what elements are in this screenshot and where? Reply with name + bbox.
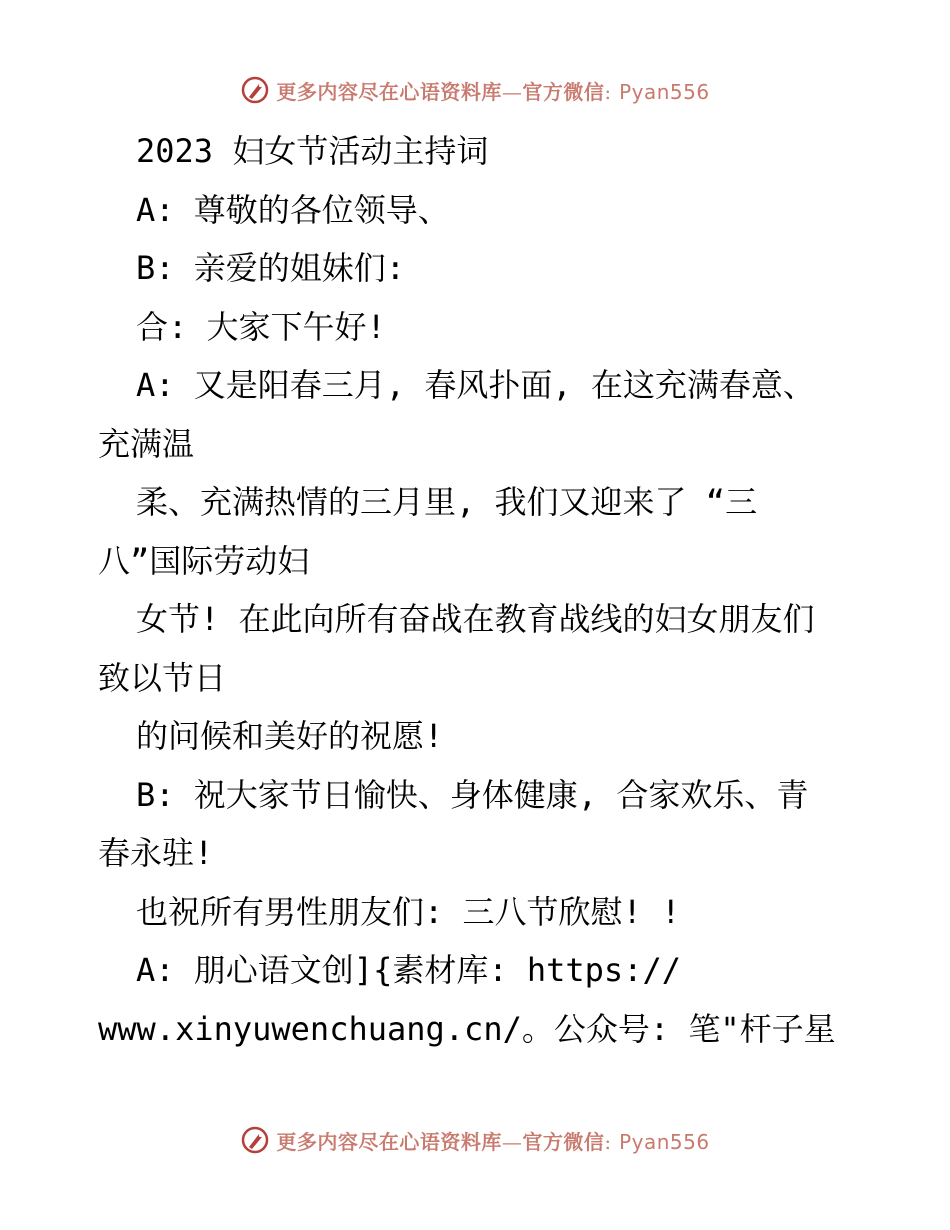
doc-line: 合: 大家下午好!	[136, 307, 386, 346]
document-body	[98, 122, 858, 1058]
doc-line: 致以节日	[98, 658, 227, 697]
doc-line: A: 又是阳春三月, 春风扑面, 在这充满春意、	[136, 366, 815, 404]
doc-line: 春永驻!	[98, 834, 214, 872]
doc-line: A: 尊敬的各位领导、	[136, 190, 450, 229]
pen-logo-icon	[240, 75, 270, 105]
doc-line: A: 朋心语文创]{素材库: https://	[136, 951, 681, 989]
doc-line: B: 祝大家节日愉快、身体健康, 合家欢乐、青	[136, 775, 809, 814]
doc-line: 女节! 在此向所有奋战在教育战线的妇女朋友们	[136, 600, 815, 638]
doc-line: 的问候和美好的祝愿!	[136, 717, 444, 755]
doc-line: B: 亲爱的姐妹们:	[136, 249, 406, 287]
footer-watermark-text: 更多内容尽在心语资料库—官方微信: Pyan556	[276, 1129, 710, 1154]
doc-line: www.xinyuwenchuang.cn/。公众号: 笔"杆子星	[98, 1009, 836, 1048]
footer-watermark	[0, 1120, 950, 1160]
doc-line: 充满温	[98, 424, 195, 463]
header-watermark-text: 更多内容尽在心语资料库—官方微信: Pyan556	[276, 79, 710, 104]
doc-line: 2023 妇女节活动主持词	[136, 132, 489, 170]
header-watermark	[0, 70, 950, 110]
doc-line: 八”国际劳动妇	[98, 541, 310, 580]
pen-logo-icon	[240, 1125, 270, 1155]
doc-line: 柔、充满热情的三月里, 我们又迎来了 “三	[136, 483, 758, 521]
doc-line: 也祝所有男性朋友们: 三八节欣慰! !	[136, 892, 681, 931]
